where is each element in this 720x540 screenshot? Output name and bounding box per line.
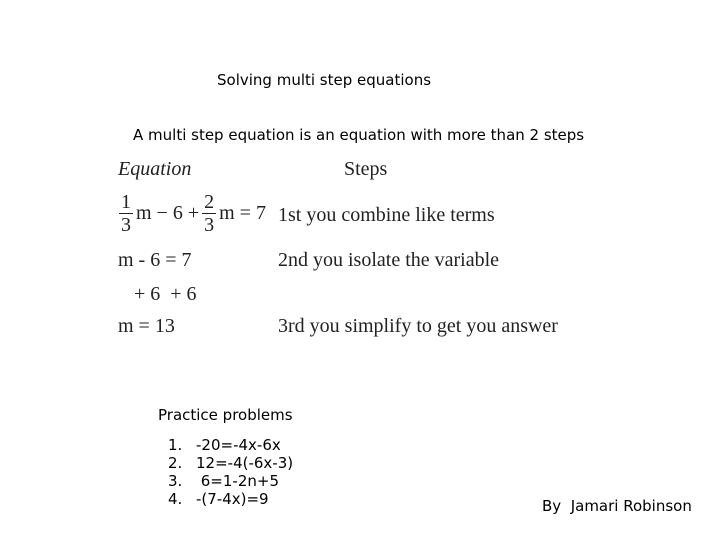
equation-row-3: + 6 + 6	[134, 283, 197, 305]
step-3: 3rd you simplify to get you answer	[278, 315, 558, 337]
equation-row-4: m = 13	[118, 315, 175, 337]
step-2: 2nd you isolate the variable	[278, 249, 500, 271]
list-item: 3. 6=1-2n+5	[168, 472, 279, 490]
equation-header: Equation	[118, 158, 192, 180]
list-item: 1. -20=-4x-6x	[168, 436, 281, 454]
definition-text: A multi step equation is an equation with more than 2 steps	[133, 126, 585, 144]
author-credit: By Jamari Robinson	[542, 497, 692, 515]
list-item: 2. 12=-4(-6x-3)	[168, 454, 294, 472]
list-item: 4. -(7-4x)=9	[168, 490, 269, 508]
steps-header: Steps	[344, 158, 388, 180]
equation-row-2: m - 6 = 7	[118, 249, 192, 271]
practice-heading: Practice problems	[158, 406, 293, 424]
equation-row-1: $\frac{1}{3}$ m − 6 + $\frac{2}{3}$ m = 7	[121, 191, 266, 236]
fraction-two-thirds: $\frac{2}{3}$	[204, 191, 215, 236]
fraction-one-third: $\frac{1}{3}$	[121, 191, 131, 236]
practice-list	[168, 436, 293, 508]
page-title: Solving multi step equations	[217, 71, 432, 89]
step-1: 1st you combine like terms	[278, 204, 495, 226]
